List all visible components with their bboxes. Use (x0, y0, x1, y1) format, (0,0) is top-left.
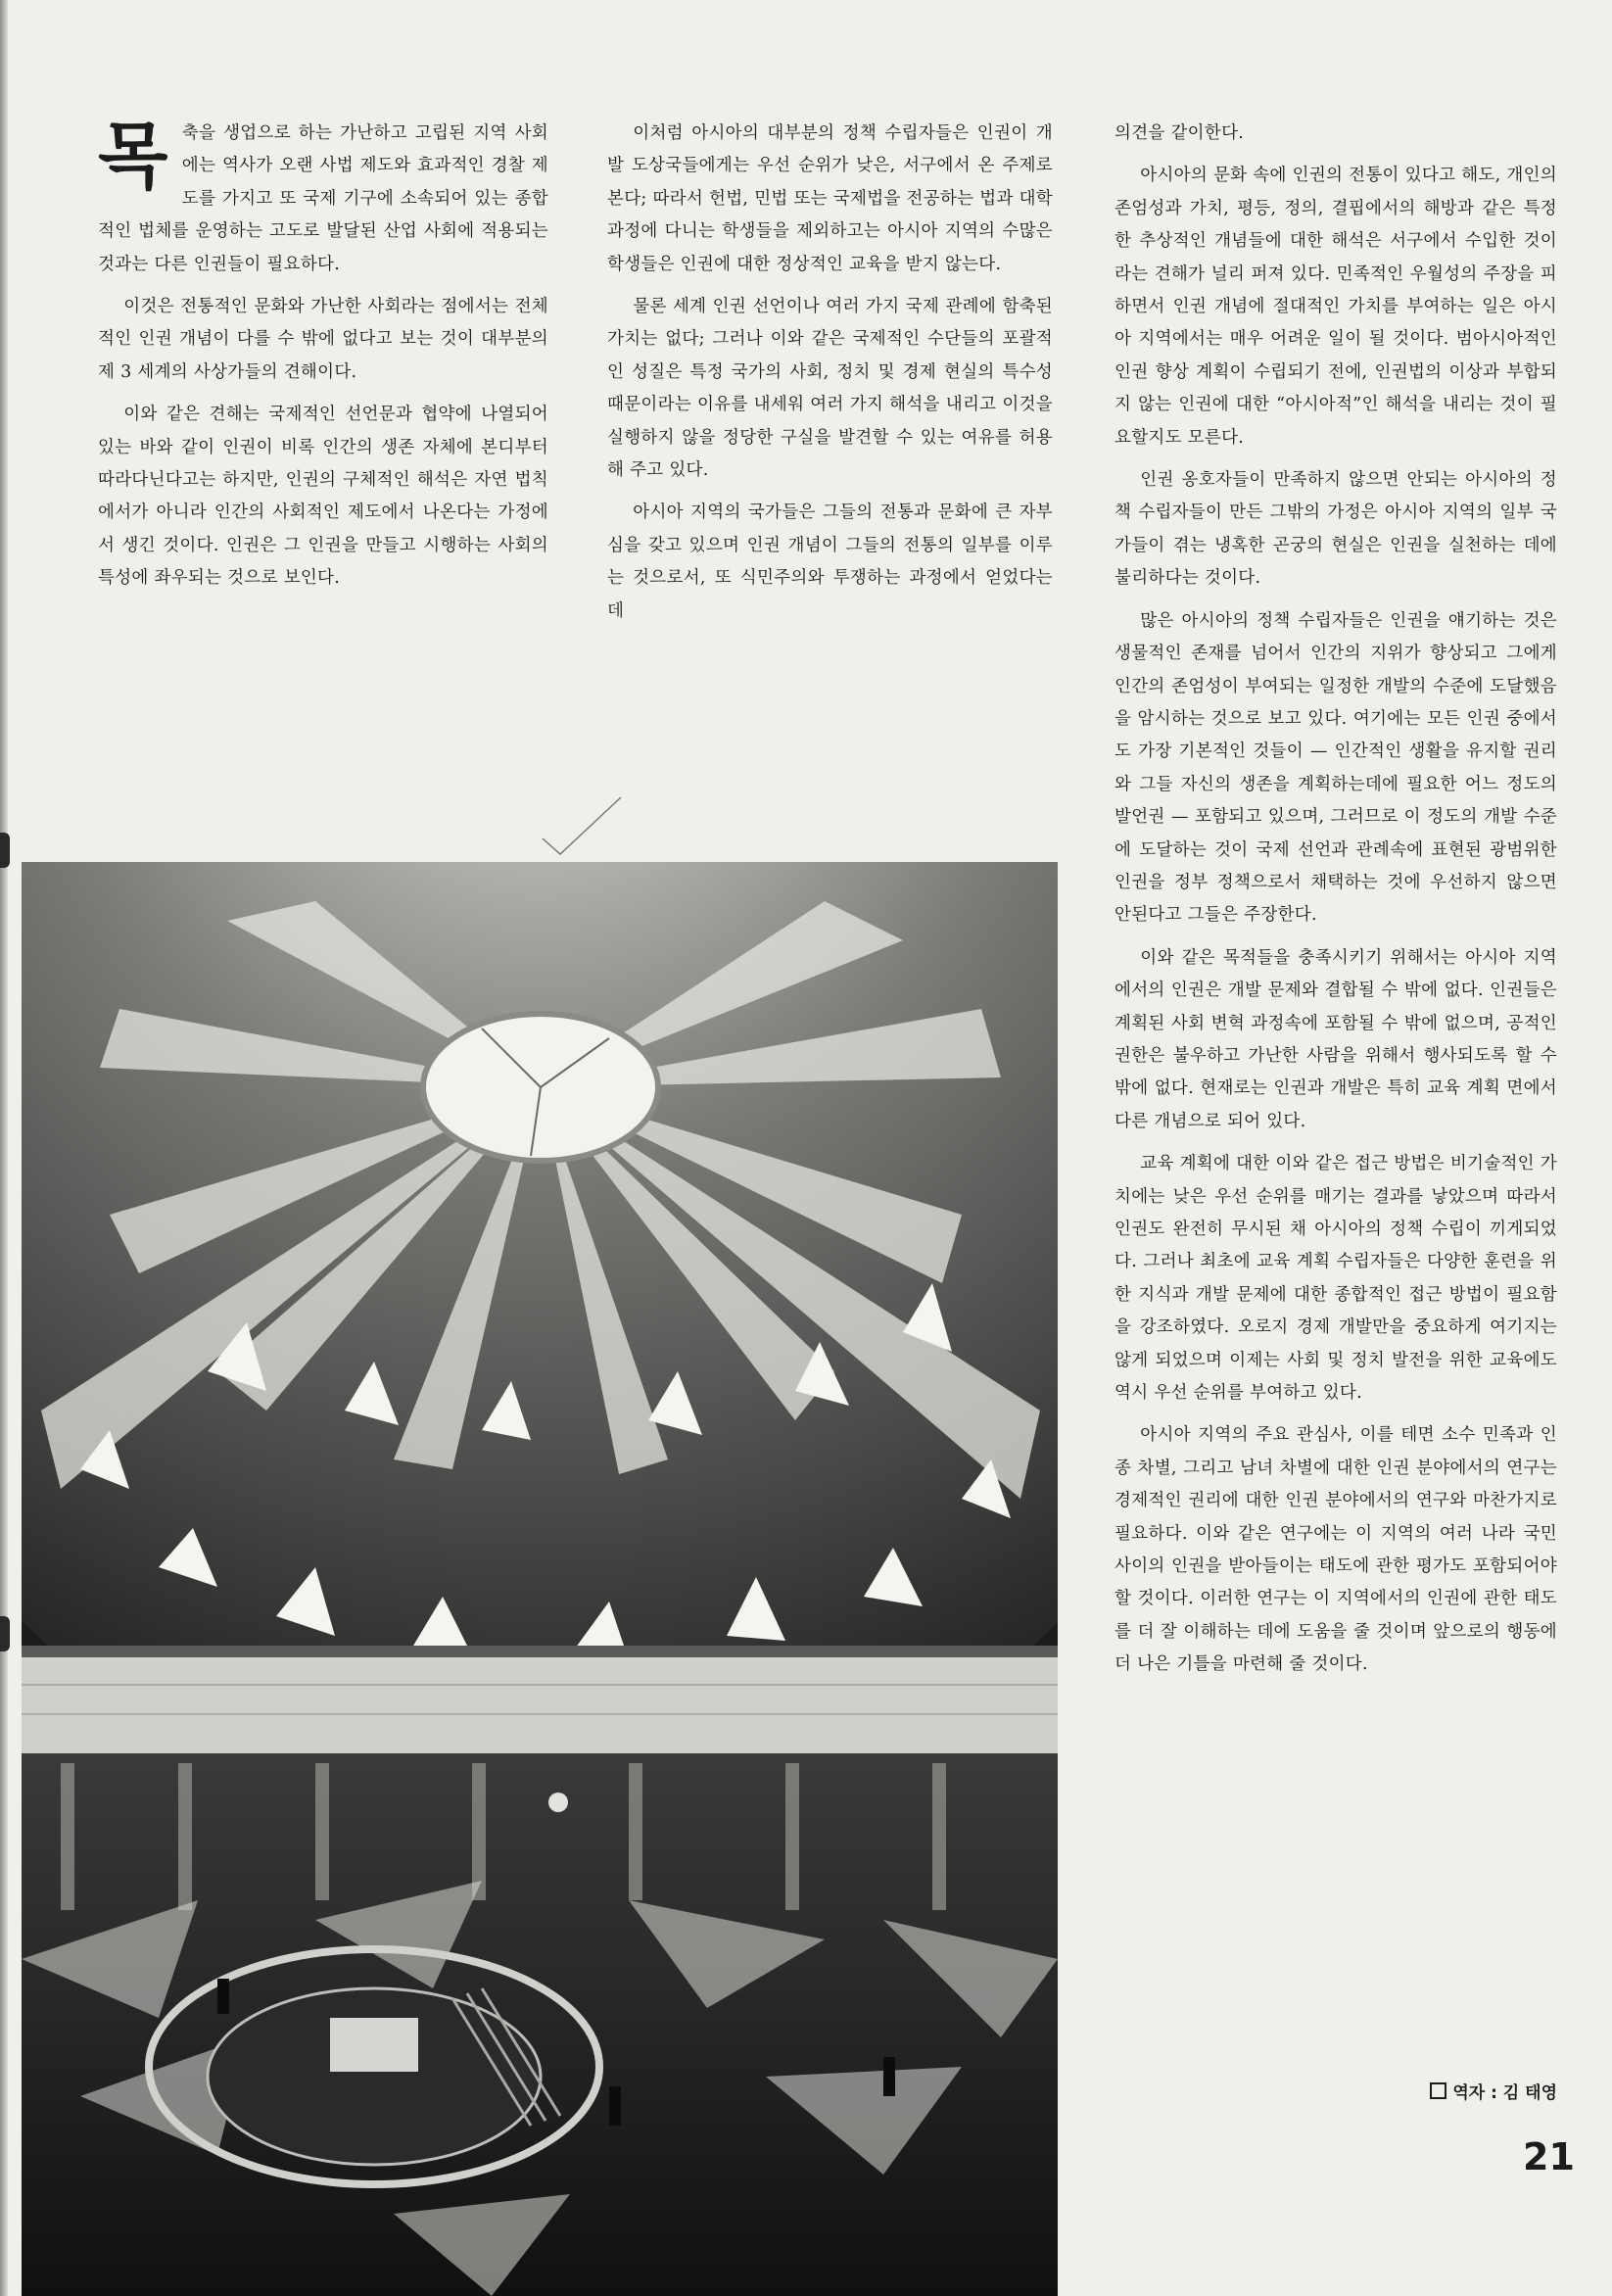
paragraph: 인권 옹호자들이 만족하지 않으면 안되는 아시아의 정책 수립자들이 만든 그밖의 가정은 아시아 지역의 일부 국가들이 겪는 냉혹한 곤궁의 현실은 인권을 실천하는 데에 불리하다는 것이다. (1114, 470, 1557, 589)
pencil-check-mark (537, 791, 625, 860)
paragraph (98, 115, 548, 281)
paragraph: 아시아의 문화 속에 인권의 전통이 있다고 해도, 개인의 존엄성과 가치, 평등, 정의, 결핍에서의 해방과 같은 특정한 추상적인 개념들에 대한 해석은 서구에서 수입한 것이라는 견해가 널리 퍼져 있다. 민족적인 우월성의 주장을 피하면서 인권 개념에 절대적인 가치를 부여하는 일은 아시아 지역에서는 매우 어려운 일이 될 것이다. 범아시아적인 인권 향상 계획이 수립되기 전에, 인권법의 이상과 부합되지 않는 인권에 대한 “아시아적”인 해석을 내리는 것이 필요할지도 모른다. (1114, 166, 1557, 448)
article-column-2 (607, 118, 1053, 638)
paragraph: 물론 세계 인권 선언이나 여러 가지 국제 관례에 함축된 가치는 없다; 그러나 이와 같은 국제적인 수단들의 포괄적인 성질은 특정 국가의 사회, 정치 및 경제 현실의 특수성 때문이라는 이유를 내세워 여러 가지 해석을 내리고 이것을 실행하지 않을 정당한 구실을 발견할 수 있는 여유를 허용해 주고 있다. (607, 297, 1053, 481)
paragraph: 아시아 지역의 주요 관심사, 이를 테면 소수 민족과 인종 차별, 그리고 남녀 차별에 대한 인권 분야에서의 연구는 경제적인 권리에 대한 인권 분야에서의 연구와 마찬가지로 필요하다. 이와 같은 연구에는 이 지역의 여러 나라 국민 사이의 인권을 받아들이는 태도에 관한 평가도 포함되어야 할 것이다. 이러한 연구는 이 지역에서의 인권에 관한 태도를 더 잘 이해하는 데에 도움을 줄 것이며 앞으로의 행동에 더 나은 기틀을 마련해 줄 것이다. (1114, 1425, 1557, 1675)
binder-hole (0, 1616, 10, 1651)
binder-hole (0, 833, 10, 868)
page-left-edge (0, 0, 8, 2296)
paragraph: 이것은 전통적인 문화와 가난한 사회라는 점에서는 전체적인 인권 개념이 다를 수 밖에 없다고 보는 것이 대부분의 제 3 세계의 사상가들의 견해이다. (98, 297, 548, 382)
page-number: 21 (1523, 2135, 1575, 2178)
article-column-1 (98, 115, 548, 605)
paragraph: 교육 계획에 대한 이와 같은 접근 방법은 비기술적인 가치에는 낮은 우선 순위를 매기는 결과를 낳았으며 따라서 인권도 완전히 무시된 채 아시아의 정책 수립이 끼게되었다. 그러나 최초에 교육 계획 수립자들은 다양한 훈련을 위한 지식과 개발 문제에 대한 종합적인 접근 방법이 필요함을 강조하였다. 오로지 경제 개발만을 중요하게 여기지는 않게 되었으며 이제는 사회 및 정치 발전을 위한 교육에도 역시 우선 순위를 부여하고 있다. (1114, 1154, 1557, 1404)
translator-credit-text: 역자 : 김 태영 (1452, 2083, 1557, 2103)
paragraph: 이와 같은 견해는 국제적인 선언문과 협약에 나열되어 있는 바와 같이 인권이 비록 인간의 생존 자체에 본디부터 따라다닌다고는 하지만, 인권의 구체적인 해석은 자연 법칙에서가 아니라 인간의 사회적인 제도에서 나온다는 가정에서 생긴 것이다. 인권은 그 인권을 만들고 시행하는 사회의 특성에 좌우되는 것으로 보인다. (98, 405, 548, 589)
article-column-3 (1114, 118, 1557, 1692)
paragraph-text: 축을 생업으로 하는 가난하고 고립된 지역 사회에는 역사가 오랜 사법 제도와 효과적인 경찰 제도를 가지고 또 국제 기구에 소속되어 있는 종합적인 법체를 운영하는 고도로 발달된 산업 사회에 적용되는 것과는 다른 인권들이 필요하다. (98, 123, 548, 274)
dome-interior-photo (22, 862, 1058, 2296)
paragraph: 아시아 지역의 국가들은 그들의 전통과 문화에 큰 자부심을 갖고 있으며 인권 개념이 그들의 전통의 일부를 이루는 것으로서, 또 식민주의와 투쟁하는 과정에서 얻었다는 데 (607, 502, 1053, 621)
translator-credit (1114, 2079, 1557, 2103)
square-bullet-icon (1430, 2082, 1446, 2099)
paragraph: 이처럼 아시아의 대부분의 정책 수립자들은 인권이 개발 도상국들에게는 우선 순위가 낮은, 서구에서 온 주제로 본다; 따라서 헌법, 민법 또는 국제법을 전공하는 법과 대학 과정에 다니는 학생들을 제외하고는 아시아 지역의 수많은 학생들은 인권에 대한 정상적인 교육을 받지 않는다. (607, 123, 1053, 274)
dome-photo-illustration (22, 862, 1058, 2296)
bleed-through-text (1056, 2096, 1512, 2167)
drop-cap: 목 (98, 115, 168, 199)
paragraph: 이와 같은 목적들을 충족시키기 위해서는 아시아 지역에서의 인권은 개발 문제와 결합될 수 밖에 없다. 인권들은 계획된 사회 변혁 과정속에 포함될 수 밖에 없으며, 공적인 권한은 불우하고 가난한 사람을 위해서 행사되도록 할 수 밖에 없다. 현재로는 인권과 개발은 특히 교육 계획 면에서 다른 개념으로 되어 있다. (1114, 947, 1557, 1131)
paragraph: 많은 아시아의 정책 수립자들은 인권을 얘기하는 것은 생물적인 존재를 넘어서 인간의 지위가 향상되고 그에게 인간의 존엄성이 부여되는 일정한 개발의 수준에 도달했음을 암시하는 것으로 보고 있다. 여기에는 모든 인권 중에서도 가장 기본적인 것들이 — 인간적인 생활을 유지할 권리와 그들 자신의 생존을 계획하는데에 필요한 어느 정도의 발언권 — 포함되고 있으며, 그러므로 이 정도의 개발 수준에 도달하는 것이 국제 선언과 관례속에 표현된 광범위한 인권을 정부 정책으로서 채택하는 것에 우선하지 않으면 안된다고 그들은 주장한다. (1114, 610, 1557, 926)
paragraph: 의견을 같이한다. (1114, 123, 1245, 143)
